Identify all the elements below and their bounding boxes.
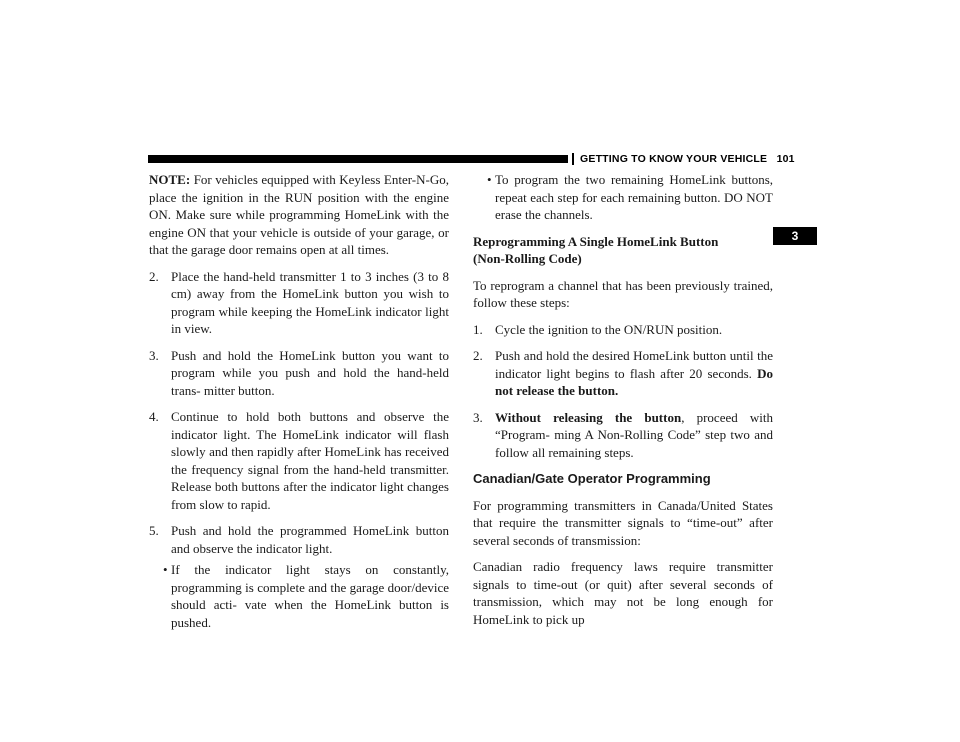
step-emphasis: Do not release the button. xyxy=(495,365,773,398)
note-text: For vehicles equipped with Keyless Enter-N-Go, place the ignition in the RUN position with the engine ON. Make sure while programming HomeLink with the engine ON that your vehicle is outside of your garage, or that the garage door remains open at all times. xyxy=(149,172,449,257)
subsection-heading-line1: Reprogramming A Single HomeLink Button xyxy=(473,233,719,249)
page-number: 101 xyxy=(776,153,795,165)
subsection-heading xyxy=(473,233,773,268)
step-number: 2. xyxy=(473,348,483,363)
step-text: Push and hold the HomeLink button you want to program while you push and hold the hand-held trans- mitter button. xyxy=(171,347,449,398)
step-number: 5. xyxy=(149,523,159,538)
step-1 xyxy=(473,321,773,339)
step-text: Continue to hold both buttons and observe the indicator light. The HomeLink indicator will flash slowly and then rapidly after HomeLink has received the frequency signal from the hand-held transmitter. Release both buttons after the indicator light changes from slow to rapid. xyxy=(171,409,449,512)
step-3 xyxy=(473,409,773,462)
step-text: , proceed with “Program- ming A Non-Rolling Code” step two and follow all remaining steps. xyxy=(495,409,773,460)
running-header xyxy=(580,151,795,167)
bullet-item xyxy=(149,561,449,631)
right-column xyxy=(473,171,773,637)
bullet-icon: • xyxy=(163,562,168,577)
left-column xyxy=(149,171,449,640)
step-5 xyxy=(149,522,449,557)
step-number: 3. xyxy=(149,347,159,363)
step-number: 4. xyxy=(149,409,159,424)
step-number: 1. xyxy=(473,321,483,337)
step-text: Cycle the ignition to the ON/RUN position. xyxy=(495,321,723,337)
step-2 xyxy=(149,268,449,338)
chapter-tab: 3 xyxy=(773,227,817,245)
step-number: 3. xyxy=(473,409,483,425)
intro-paragraph: To reprogram a channel that has been previously trained, follow these steps: xyxy=(473,277,773,310)
bullet-text: To program the two remaining HomeLink buttons, repeat each step for each remaining button. DO NOT erase the channels. xyxy=(495,172,773,222)
header-section-title: GETTING TO KNOW YOUR VEHICLE xyxy=(580,153,768,165)
step-emphasis: Without releasing the button xyxy=(495,409,682,425)
step-text: Place the hand-held transmitter 1 to 3 inches (3 to 8 cm) away from the HomeLink button you wish to program while keeping the HomeLink indicator light in view. xyxy=(171,268,449,336)
section-heading: Canadian/Gate Operator Programming xyxy=(473,471,711,486)
header-rule xyxy=(148,155,568,163)
header-separator xyxy=(572,153,574,165)
step-number: 2. xyxy=(149,268,159,284)
bullet-item xyxy=(473,171,773,224)
bullet-text: If the indicator light stays on constantly, programming is complete and the garage door/device should acti- vate when the HomeLink button is pushed. xyxy=(171,562,449,630)
step-2 xyxy=(473,347,773,400)
subsection-heading-line2: (Non-Rolling Code) xyxy=(473,251,582,266)
step-3 xyxy=(149,347,449,400)
paragraph: Canadian radio frequency laws require transmitter signals to time-out (or quit) after several seconds of transmission, which may not be long enough for HomeLink to pick up xyxy=(473,559,773,627)
paragraph: For programming transmitters in Canada/United States that require the transmitter signals to “time-out” after several seconds of transmission: xyxy=(473,497,773,548)
step-text: Push and hold the desired HomeLink button until the indicator light begins to flash after 20 seconds. xyxy=(495,348,773,381)
bullet-icon: • xyxy=(487,172,492,187)
step-text: Push and hold the programmed HomeLink button and observe the indicator light. xyxy=(171,523,449,556)
note-label: NOTE: xyxy=(149,172,191,187)
step-4 xyxy=(149,408,449,513)
note-paragraph xyxy=(149,171,449,259)
